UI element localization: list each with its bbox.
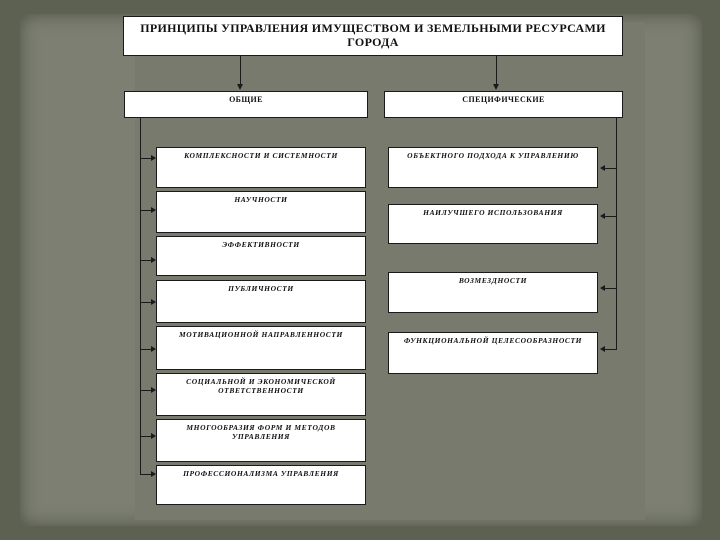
general-header: ОБЩИЕ xyxy=(229,95,263,104)
connector xyxy=(605,168,616,169)
general-item: МНОГООБРАЗИЯ ФОРМ И МЕТОДОВ УПРАВЛЕНИЯ xyxy=(156,419,366,462)
arrow-left xyxy=(600,285,605,291)
arrow-right xyxy=(151,387,156,393)
specific-item: ОБЪЕКТНОГО ПОДХОДА К УПРАВЛЕНИЮ xyxy=(388,147,598,188)
connector xyxy=(140,474,151,475)
arrow-right xyxy=(151,433,156,439)
connector xyxy=(140,158,151,159)
connector-title-specific xyxy=(496,56,497,84)
general-item: ЭФФЕКТИВНОСТИ xyxy=(156,236,366,276)
specific-header: СПЕЦИФИЧЕСКИЕ xyxy=(462,95,545,104)
diagram-title: ПРИНЦИПЫ УПРАВЛЕНИЯ ИМУЩЕСТВОМ И ЗЕМЕЛЬНЫМИ РЕСУРСАМИ ГОРОДА xyxy=(140,21,606,49)
general-header-box xyxy=(124,91,368,118)
connector xyxy=(140,260,151,261)
general-spine xyxy=(140,118,141,474)
specific-item: ФУНКЦИОНАЛЬНОЙ ЦЕЛЕСООБРАЗНОСТИ xyxy=(388,332,598,374)
connector xyxy=(605,349,616,350)
connector xyxy=(140,210,151,211)
connector xyxy=(140,436,151,437)
general-item: КОМПЛЕКСНОСТИ И СИСТЕМНОСТИ xyxy=(156,147,366,188)
arrow-right xyxy=(151,257,156,263)
arrow-right xyxy=(151,207,156,213)
general-item: ПРОФЕССИОНАЛИЗМА УПРАВЛЕНИЯ xyxy=(156,465,366,505)
arrow-right xyxy=(151,299,156,305)
general-item: ПУБЛИЧНОСТИ xyxy=(156,280,366,323)
specific-item: НАИЛУЧШЕГО ИСПОЛЬЗОВАНИЯ xyxy=(388,204,598,244)
arrow-left xyxy=(600,165,605,171)
connector xyxy=(140,302,151,303)
connector xyxy=(140,390,151,391)
connector xyxy=(605,288,616,289)
connector-title-general xyxy=(240,56,241,84)
arrow-left xyxy=(600,346,605,352)
general-item: СОЦИАЛЬНОЙ И ЭКОНОМИЧЕСКОЙ ОТВЕТСТВЕННОСТИ xyxy=(156,373,366,416)
diagram-title-box xyxy=(123,16,623,56)
arrow-down-specific xyxy=(493,84,499,90)
specific-spine xyxy=(616,118,617,350)
arrow-down-general xyxy=(237,84,243,90)
general-item: МОТИВАЦИОННОЙ НАПРАВЛЕННОСТИ xyxy=(156,326,366,370)
specific-header-box xyxy=(384,91,623,118)
general-item: НАУЧНОСТИ xyxy=(156,191,366,233)
arrow-right xyxy=(151,471,156,477)
connector xyxy=(140,349,151,350)
arrow-right xyxy=(151,155,156,161)
arrow-right xyxy=(151,346,156,352)
arrow-left xyxy=(600,213,605,219)
connector xyxy=(605,216,616,217)
specific-item: ВОЗМЕЗДНОСТИ xyxy=(388,272,598,313)
